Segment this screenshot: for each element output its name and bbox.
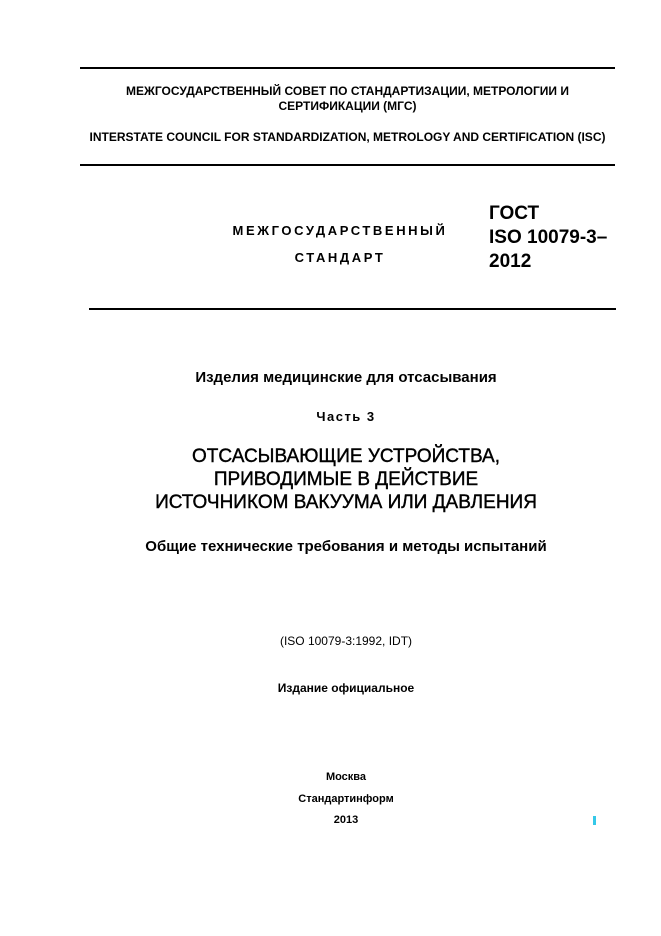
standard-number-line1: ГОСТ (489, 203, 540, 224)
product-group-title: Изделия медицинские для отсасывания (195, 369, 497, 386)
imprint-city: Москва (325, 771, 367, 783)
document-title-line3: ИСТОЧНИКОМ ВАКУУМА ИЛИ ДАВЛЕНИЯ (155, 492, 537, 513)
standard-number (489, 202, 639, 274)
edition-label: Издание официальное (277, 681, 415, 695)
document-subtitle: Общие технические требования и методы испытаний (145, 538, 547, 555)
standard-number-line3: 2012 (489, 251, 532, 272)
header-bottom-rule (80, 164, 615, 166)
imprint-publisher: Стандартинформ (298, 793, 394, 805)
part-label: Часть 3 (316, 409, 376, 424)
standard-number-line2: ISO 10079-3– (489, 227, 608, 248)
standard-type-line1: МЕЖГОСУДАРСТВЕННЫЙ (232, 223, 448, 238)
standard-bottom-rule (89, 308, 616, 310)
document-title-line1: ОТСАСЫВАЮЩИЕ УСТРОЙСТВА, (192, 446, 500, 467)
document-title-line2: ПРИВОДИМЫЕ В ДЕЙСТВИЕ (213, 469, 479, 490)
text-cursor-marker (593, 816, 596, 825)
imprint-year: 2013 (333, 814, 359, 826)
council-name-en: INTERSTATE COUNCIL FOR STANDARDIZATION, METROLOGY AND CERTIFICATION (ISC) (89, 130, 606, 144)
top-rule (80, 67, 615, 69)
standard-type-line2: СТАНДАРТ (294, 250, 386, 265)
council-name-ru: МЕЖГОСУДАРСТВЕННЫЙ СОВЕТ ПО СТАНДАРТИЗАЦИИ, МЕТРОЛОГИИ И СЕРТИФИКАЦИИ (МГС) (126, 84, 569, 113)
iso-reference: (ISO 10079-3:1992, IDT) (279, 634, 413, 648)
document-title (60, 445, 632, 514)
